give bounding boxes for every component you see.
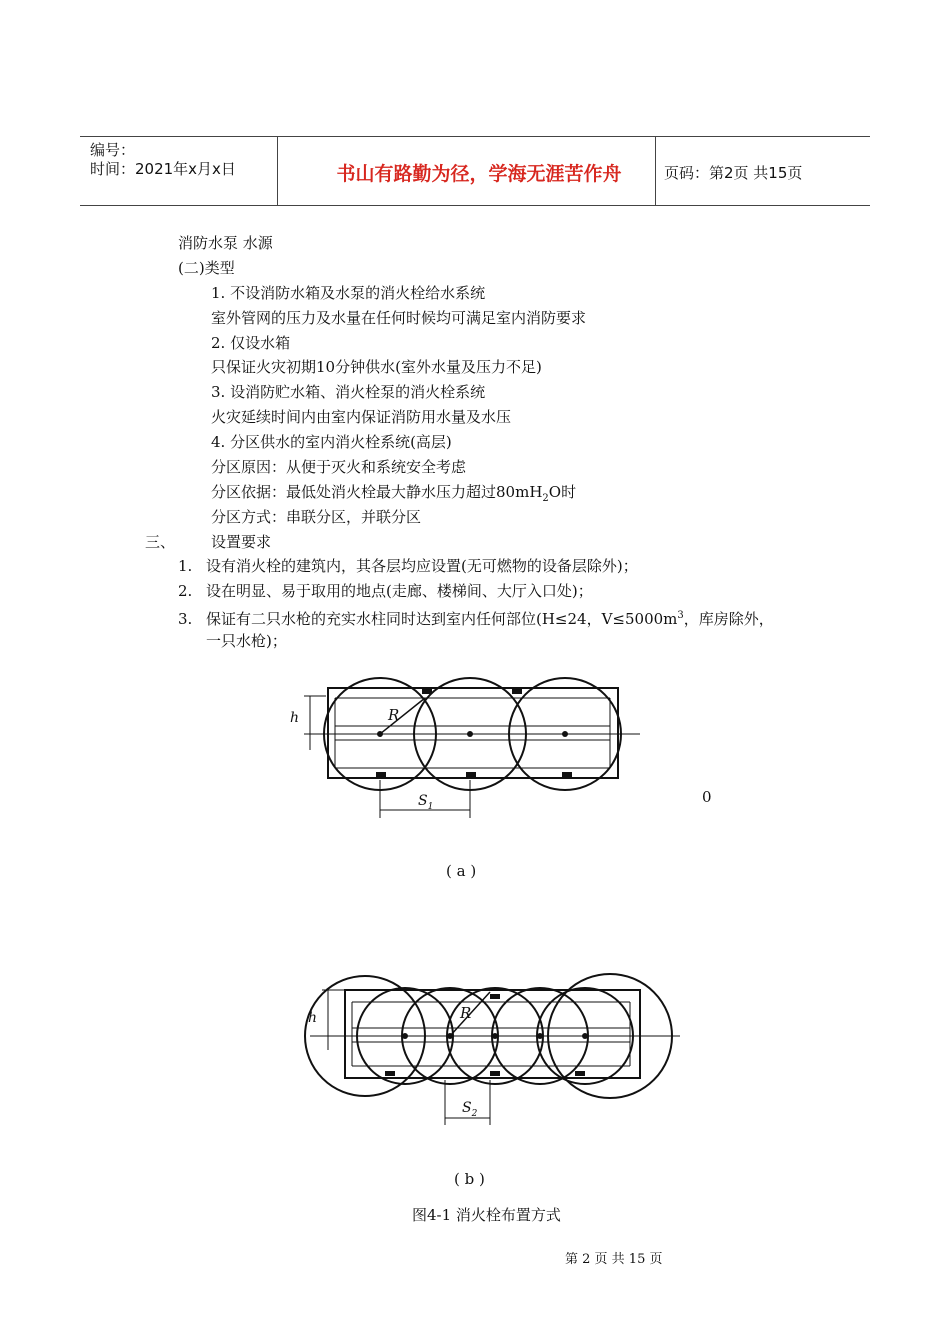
text-line: 分区原因：从便于灭火和系统安全考虑 [211,458,467,476]
list-item: 4. 分区供水的室内消火栓系统(高层) [211,433,452,451]
header-divider [655,137,656,205]
header-page-label: 页码：第2页 共15页 [664,164,803,182]
list-item: 2. 设在明显、易于取用的地点(走廊、楼梯间、大厅入口处)； [178,582,593,600]
label-r: R [388,706,400,724]
text-line: 分区方式：串联分区，并联分区 [211,508,422,526]
label-h: h [290,710,300,726]
list-item: 3. 设消防贮水箱、消火栓泵的消火栓系统 [211,383,486,401]
text-line: 一只水枪)； [206,632,287,650]
list-item: 1. 不设消防水箱及水泵的消火栓给水系统 [211,284,486,302]
label-r: R [460,1004,472,1022]
list-item: 3. 保证有二只水枪的充实水柱同时达到室内任何部位(H≤24，$V\le 5000m^3$，库房除外， [178,610,774,628]
label-h: h [308,1010,318,1026]
text-line: 室外管网的压力及水量在任何时候均可满足室内消防要求 [211,309,587,327]
label-s2: $S_2$ [462,1100,478,1119]
section-heading: 三、 设置要求 [145,533,272,551]
label-s1: $S_1$ [418,793,434,812]
list-item: 1. 设有消火栓的建筑内，其各层均应设置(无可燃物的设备层除外)； [178,557,638,575]
header-divider [277,137,278,205]
page-footer: 第 2 页 共 15 页 [565,1252,663,1267]
doc-number-label: 编号： [90,141,136,159]
hydrant-layout-diagram-b [290,960,690,1135]
text-line: 消防水泵 水源 [178,234,273,252]
document-header [80,136,870,206]
header-motto: 书山有路勤为径，学海无涯苦作舟 [336,163,622,185]
hydrant-layout-diagram-a [280,660,712,830]
figure-caption-a: ( a ) [446,862,477,880]
figure-caption-b: ( b ) [454,1170,485,1188]
section-heading: (二)类型 [178,259,235,277]
text-line: 火灾延续时间内由室内保证消防用水量及水压 [211,408,512,426]
header-left-cell [90,141,236,179]
zone-basis-line: 分区依据：最低处消火栓最大静水压力超过$80mH_2O$时 [211,483,577,504]
list-item: 2. 仅设水箱 [211,334,291,352]
stray-mark: 0 [702,788,712,806]
text-line: 只保证火灾初期10分钟供水(室外水量及压力不足) [211,358,542,376]
figure-title: 图4-1 消火栓布置方式 [412,1206,561,1224]
doc-date-label: 时间：2021年x月x日 [90,160,236,178]
